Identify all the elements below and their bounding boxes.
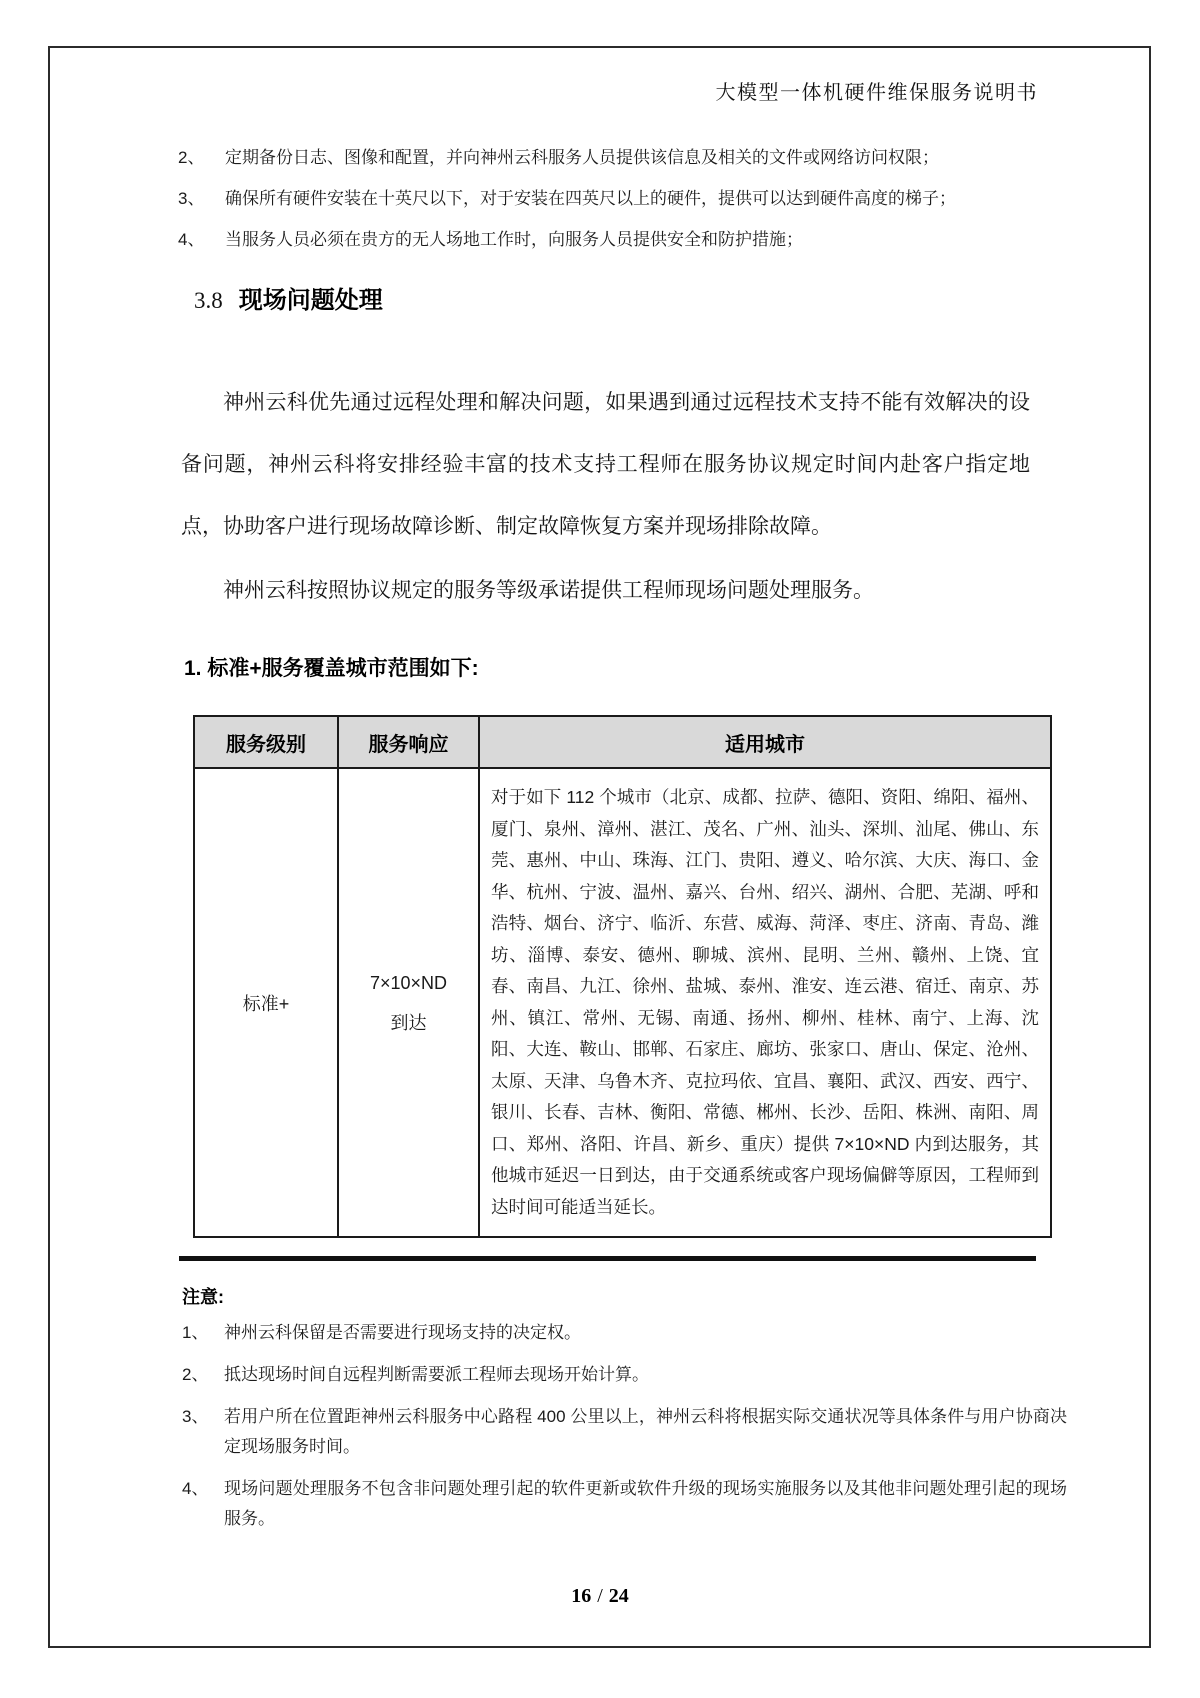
note-text: 神州云科保留是否需要进行现场支持的决定权。 (224, 1323, 581, 1342)
note-item (182, 1402, 1067, 1462)
divider-rule (179, 1256, 1036, 1261)
page-number-current: 16 (571, 1585, 592, 1607)
note-item (182, 1360, 1067, 1390)
service-response-cell (338, 768, 479, 1237)
response-line: 到达 (390, 1012, 427, 1033)
applicable-cities-header: 适用城市 (479, 716, 1051, 768)
service-level-cell: 标准+ (194, 768, 338, 1237)
cities-cell: 对于如下 112 个城市（北京、成都、拉萨、德阳、资阳、绵阳、福州、厦门、泉州、漳州、湛江、茂名、广州、汕头、深圳、汕尾、佛山、东莞、惠州、中山、珠海、江门、贵阳、遵义、哈尔滨、大庆、海口、金华、杭州、宁波、温州、嘉兴、台州、绍兴、湖州、合肥、芜湖、呼和浩特、烟台、济宁、临沂、东营、威海、菏泽、枣庄、济南、青岛、潍坊、淄博、泰安、德州、聊城、滨州、昆明、兰州、赣州、上饶、宜春、南昌、九江、徐州、盐城、泰州、淮安、连云港、宿迁、南京、苏州、镇江、常州、无锡、南通、扬州、柳州、桂林、南宁、上海、沈阳、大连、鞍山、邯郸、石家庄、廊坊、张家口、唐山、保定、沧州、太原、天津、乌鲁木齐、克拉玛依、宜昌、襄阳、武汉、西安、西宁、银川、长春、吉林、衡阳、常德、郴州、长沙、岳阳、株洲、南阳、周口、郑州、洛阳、许昌、新乡、重庆）提供 7×10×ND 内到达服务，其他城市延迟一日到达，由于交通系统或客户现场偏僻等原因，工程师到达时间可能适当延长。 (479, 768, 1051, 1237)
note-text: 抵达现场时间自远程判断需要派工程师去现场开始计算。 (224, 1365, 649, 1384)
paragraph: 神州云科优先通过远程处理和解决问题，如果遇到通过远程技术支持不能有效解决的设备问题，神州云科将安排经验丰富的技术支持工程师在服务协议规定时间内赴客户指定地点，协助客户进行现场故障诊断、制定故障恢复方案并现场排除故障。 (181, 391, 1030, 538)
note-number: 1、 (182, 1323, 209, 1342)
section-heading (194, 280, 383, 315)
note-text: 现场问题处理服务不包含非问题处理引起的软件更新或软件升级的现场实施服务以及其他非问题处理引起的现场服务。 (224, 1479, 1067, 1528)
service-level-header: 服务级别 (194, 716, 338, 768)
coverage-heading: 1. 标准+服务覆盖城市范围如下: (184, 657, 479, 680)
page-number-separator: / (597, 1585, 603, 1607)
page-number-total: 24 (608, 1585, 629, 1607)
page-footer (0, 1585, 1200, 1608)
section-number: 3.8 (194, 288, 223, 313)
note-text: 若用户所在位置距神州云科服务中心路程 400 公里以上，神州云科将根据实际交通状况等具体条件与用户协商决定现场服务时间。 (224, 1407, 1067, 1456)
paragraph: 神州云科按照协议规定的服务等级承诺提供工程师现场问题处理服务。 (223, 579, 874, 602)
list-item (178, 187, 1078, 211)
list-item (178, 146, 1078, 170)
item-number: 3、 (178, 189, 205, 208)
response-line: 7×10×ND (369, 972, 448, 993)
intro-list (178, 146, 1078, 269)
table-row (194, 768, 1051, 1237)
section-title: 现场问题处理 (238, 287, 383, 314)
note-item (182, 1318, 1067, 1348)
note-number: 2、 (182, 1365, 209, 1384)
item-number: 4、 (178, 230, 205, 249)
notes-title: 注意: (182, 1287, 224, 1307)
item-text: 当服务人员必须在贵方的无人场地工作时，向服务人员提供安全和防护措施； (225, 230, 803, 249)
note-number: 3、 (182, 1407, 209, 1426)
service-coverage-table (193, 715, 1052, 1238)
item-text: 确保所有硬件安装在十英尺以下，对于安装在四英尺以上的硬件，提供可以达到硬件高度的梯子； (225, 189, 956, 208)
item-number: 2、 (178, 148, 205, 167)
service-response-header: 服务响应 (338, 716, 479, 768)
note-item (182, 1474, 1067, 1534)
notes-list (182, 1318, 1067, 1546)
list-item (178, 228, 1078, 252)
note-number: 4、 (182, 1479, 209, 1498)
document-header-title: 大模型一体机硬件维保服务说明书 (715, 82, 1038, 104)
item-text: 定期备份日志、图像和配置，并向神州云科服务人员提供该信息及相关的文件或网络访问权限； (225, 148, 939, 167)
table-header-row (194, 716, 1051, 768)
